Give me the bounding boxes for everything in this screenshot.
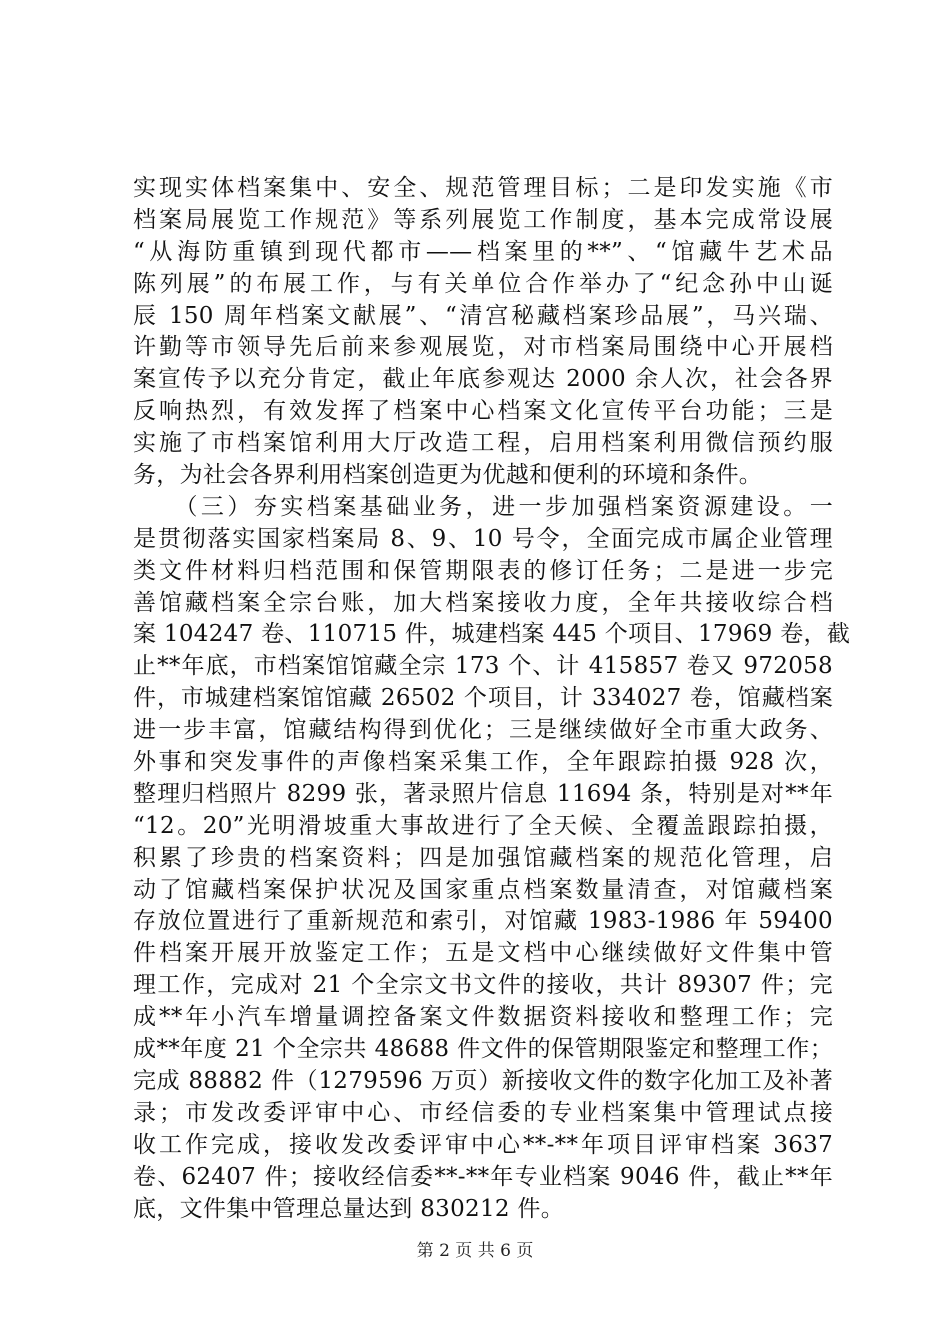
text-line: 陈列展”的布展工作，与有关单位合作举办了“纪念孙中山诞 (133, 270, 833, 297)
page-number-footer: 第 2 页 共 6 页 (416, 1241, 534, 1261)
text-line: 档案局展览工作规范》等系列展览工作制度，基本完成常设展 (133, 206, 833, 233)
text-line: 录；市发改委评审中心、市经信委的专业档案集中管理试点接 (133, 1099, 833, 1126)
text-line: 止**年底，市档案馆馆藏全宗 173 个、计 415857 卷又 972058 (133, 653, 833, 680)
text-line: 积累了珍贵的档案资料；四是加强馆藏档案的规范化管理，启 (133, 844, 833, 871)
text-line: 件档案开展开放鉴定工作；五是文档中心继续做好文件集中管 (133, 940, 833, 967)
text-line: 辰 150 周年档案文献展”、“清宫秘藏档案珍品展”，马兴瑞、 (133, 302, 833, 329)
text-line: 成**年度 21 个全宗共 48688 件文件的保管期限鉴定和整理工作； (133, 1036, 833, 1063)
text-line: 许勤等市领导先后前来参观展览，对市档案局围绕中心开展档 (133, 334, 833, 361)
text-line: 完成 88882 件（1279596 万页）新接收文件的数字化加工及补著 (133, 1067, 833, 1094)
text-line: 案 104247 卷、110715 件，城建档案 445 个项目、17969 卷，截 (133, 621, 851, 648)
text-line: 类文件材料归档范围和保管期限表的修订任务；二是进一步完 (133, 557, 833, 584)
text-line: 收工作完成，接收发改委评审中心**-**年项目评审档案 3637 (133, 1131, 833, 1158)
text-line: 理工作，完成对 21 个全宗文书文件的接收，共计 89307 件；完 (133, 972, 833, 999)
text-line: 案宣传予以充分肯定，截止年底参观达 2000 余人次，社会各界 (133, 366, 833, 393)
text-line: 底，文件集中管理总量达到 830212 件。 (133, 1195, 565, 1222)
text-line: 是贯彻落实国家档案局 8、9、10 号令，全面完成市属企业管理 (133, 525, 833, 552)
text-line: 动了馆藏档案保护状况及国家重点档案数量清查，对馆藏档案 (133, 876, 833, 903)
text-line: 实现实体档案集中、安全、规范管理目标；二是印发实施《市 (133, 175, 833, 201)
text-line: 善馆藏档案全宗台账，加大档案接收力度，全年共接收综合档 (133, 589, 833, 616)
text-line: 反响热烈，有效发挥了档案中心档案文化宣传平台功能；三是 (133, 398, 833, 425)
text-line: （三）夯实档案基础业务，进一步加强档案资源建设。一 (133, 493, 833, 520)
text-line: 卷、62407 件；接收经信委**-**年专业档案 9046 件，截止**年 (133, 1163, 833, 1190)
text-line: 整理归档照片 8299 张，著录照片信息 11694 条，特别是对**年 (133, 780, 833, 807)
text-line: 外事和突发事件的声像档案采集工作，全年跟踪拍摄 928 次， (133, 749, 833, 776)
body-text (133, 173, 851, 1225)
text-line: 存放位置进行了重新规范和索引，对馆藏 1983-1986 年 59400 (133, 908, 833, 935)
text-line: 务，为社会各界利用档案创造更为优越和便利的环境和条件。 (133, 462, 763, 489)
text-line: “从海防重镇到现代都市——档案里的**”、“馆藏牛艺术品 (133, 238, 833, 265)
text-line: 实施了市档案馆利用大厅改造工程，启用档案利用微信预约服 (133, 430, 833, 457)
text-line: “12。20”光明滑坡重大事故进行了全天候、全覆盖跟踪拍摄， (133, 812, 833, 839)
text-line: 成**年小汽车增量调控备案文件数据资料接收和整理工作；完 (133, 1004, 833, 1031)
text-line: 件，市城建档案馆馆藏 26502 个项目，计 334027 卷，馆藏档案 (133, 685, 833, 712)
text-line: 进一步丰富，馆藏结构得到优化；三是继续做好全市重大政务、 (133, 717, 833, 744)
